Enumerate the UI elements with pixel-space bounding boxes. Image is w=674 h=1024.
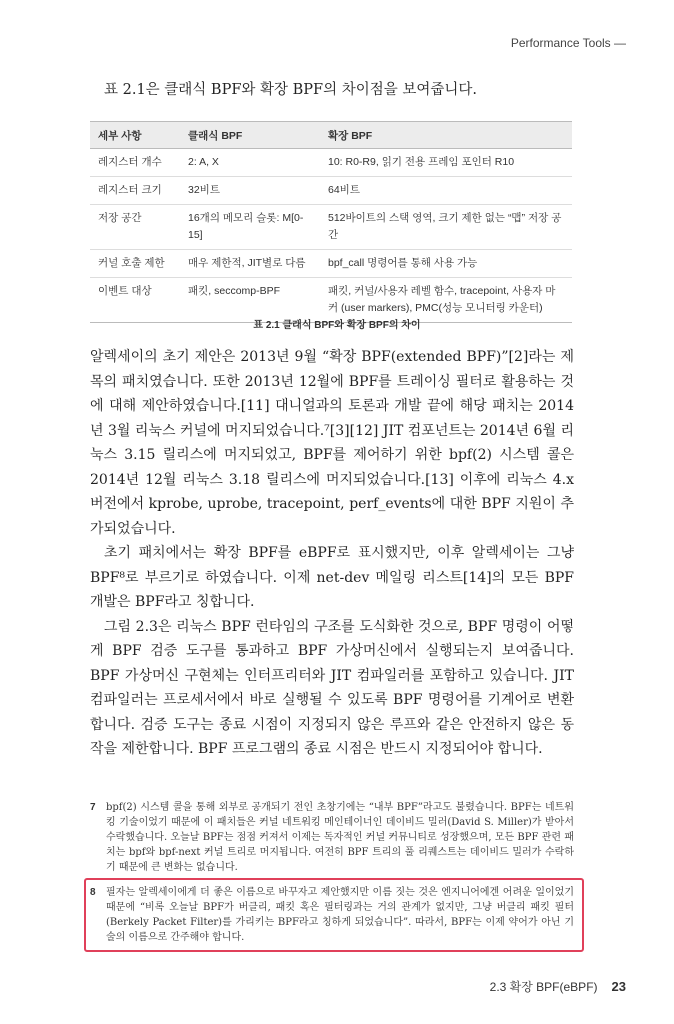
- comparison-table: [90, 121, 572, 323]
- table-row: [90, 205, 572, 250]
- table-cell: 커널 호출 제한: [90, 250, 180, 278]
- table-cell: 이벤트 대상: [90, 278, 180, 323]
- page-number: 23: [611, 979, 626, 994]
- table-cell: 16개의 메모리 슬롯: M[0-15]: [180, 205, 320, 250]
- table-row: [90, 250, 572, 278]
- footnote-number: 7: [90, 802, 96, 813]
- table-cell: 레지스터 크기: [90, 177, 180, 205]
- body-text: [90, 345, 574, 762]
- table-cell: 패킷, 커널/사용자 레벨 함수, tracepoint, 사용자 마커 (user markers), PMC(성능 모니터링 카운터): [320, 278, 572, 323]
- table-cell: 32비트: [180, 177, 320, 205]
- table-row: [90, 177, 572, 205]
- intro-sentence: 표 2.1은 클래식 BPF와 확장 BPF의 차이점을 보여줍니다.: [104, 82, 478, 98]
- footnote-text: bpf(2) 시스템 콜을 통해 외부로 공개되기 전인 초창기에는 “내부 BPF”라고도 불렸습니다. BPF는 네트워킹 기술이었기 때문에 이 패치들은 커널 네트워킹 메인테이너인 데이비드 밀러(David S. Miller)가 받아서 수락했습니다. 오늘날 BPF는 점점 커져서 이제는 독자적인 커널 커뮤니티로 성장했으며, 모든 BPF 관련 패치는 bpf와 bpf-next 커널 트리로 머지됩니다. 여전히 BPF 트리의 풀 리퀘스트는 데이비드 밀러가 수락하기 때문에 큰 변화는 없습니다.: [106, 802, 574, 873]
- running-header: Performance Tools —: [510, 36, 626, 50]
- table-cell: bpf_call 명령어를 통해 사용 가능: [320, 250, 572, 278]
- footnote-8: [90, 885, 574, 945]
- paragraph: 초기 패치에서는 확장 BPF를 eBPF로 표시했지만, 이후 알렉세이는 그냥 BPF⁸로 부르기로 하였습니다. 이제 net-dev 메일링 리스트[14]의 모든 BPF 개발은 BPF라고 칭합니다.: [90, 545, 574, 610]
- table-row: [90, 149, 572, 177]
- footnote-number: 8: [90, 887, 96, 898]
- table-header-row: [90, 122, 572, 149]
- column-header: 세부 사항: [90, 122, 180, 149]
- footer-section-title: 2.3 확장 BPF(eBPF): [489, 980, 598, 994]
- paragraph: 알렉세이의 초기 제안은 2013년 9월 “확장 BPF(extended BPF)”[2]라는 제목의 패치였습니다. 또한 2013년 12월에 BPF를 트레이싱 필터로 활용하는 것에 대해 제안하였습니다.[11] 대니얼과의 토론과 개발 끝에 해당 패치는 2014년 3월 리눅스 커널에 머지되었습니다.⁷[3][12] JIT 컴포넌트는 2014년 6월 리눅스 3.15 릴리스에 머지되었고, BPF를 제어하기 위한 bpf(2) 시스템 콜은 2014년 12월 리눅스 3.18 릴리스에 머지되었습니다.[13] 이후에 리눅스 4.x 버전에서 kprobe, uprobe, tracepoint, perf_events에 대한 BPF 지원이 추가되었습니다.: [90, 349, 574, 537]
- page-footer: [490, 978, 626, 995]
- paragraph: 그림 2.3은 리눅스 BPF 런타임의 구조를 도식화한 것으로, BPF 명령이 어떻게 BPF 검증 도구를 통과하고 BPF 가상머신에서 실행되는지 보여줍니다. BPF 가상머신 구현체는 인터프리터와 JIT 컴파일러를 포함하고 있습니다. JIT 컴파일러는 프로세서에서 바로 실행될 수 있도록 BPF 명령어를 기계어로 변환합니다. 검증 도구는 종료 시점이 지정되지 않은 루프와 같은 안전하지 않은 동작을 제한합니다. BPF 프로그램의 종료 시점은 반드시 지정되어야 합니다.: [90, 618, 574, 757]
- table-cell: 매우 제한적, JIT별로 다름: [180, 250, 320, 278]
- table-cell: 저장 공간: [90, 205, 180, 250]
- table-cell: 10: R0-R9, 읽기 전용 프레임 포인터 R10: [320, 149, 572, 177]
- table-cell: 레지스터 개수: [90, 149, 180, 177]
- footnote-7: [90, 800, 574, 875]
- footnote-text: 필자는 알렉세이에게 더 좋은 이름으로 바꾸자고 제안했지만 이름 짓는 것은 엔지니어에겐 어려운 일이었기 때문에 “비록 오늘날 BPF가 버클리, 패킷 혹은 필터링과는 거의 관계가 없지만, 그냥 버클리 패킷 필터(Berkely Packet Filter)를 가리키는 BPF라고 칭하게 되었습니다”. 따라서, BPF는 이제 약어가 아닌 기술의 이름으로 간주해야 합니다.: [106, 887, 574, 943]
- table-cell: 2: A, X: [180, 149, 320, 177]
- table-caption: 표 2.1 클래식 BPF와 확장 BPF의 차이: [253, 320, 421, 331]
- table-cell: 패킷, seccomp-BPF: [180, 278, 320, 323]
- table-cell: 512바이트의 스택 영역, 크기 제한 없는 “맵” 저장 공간: [320, 205, 572, 250]
- footnotes: [90, 800, 574, 875]
- column-header: 클래식 BPF: [180, 122, 320, 149]
- table-cell: 64비트: [320, 177, 572, 205]
- column-header: 확장 BPF: [320, 122, 572, 149]
